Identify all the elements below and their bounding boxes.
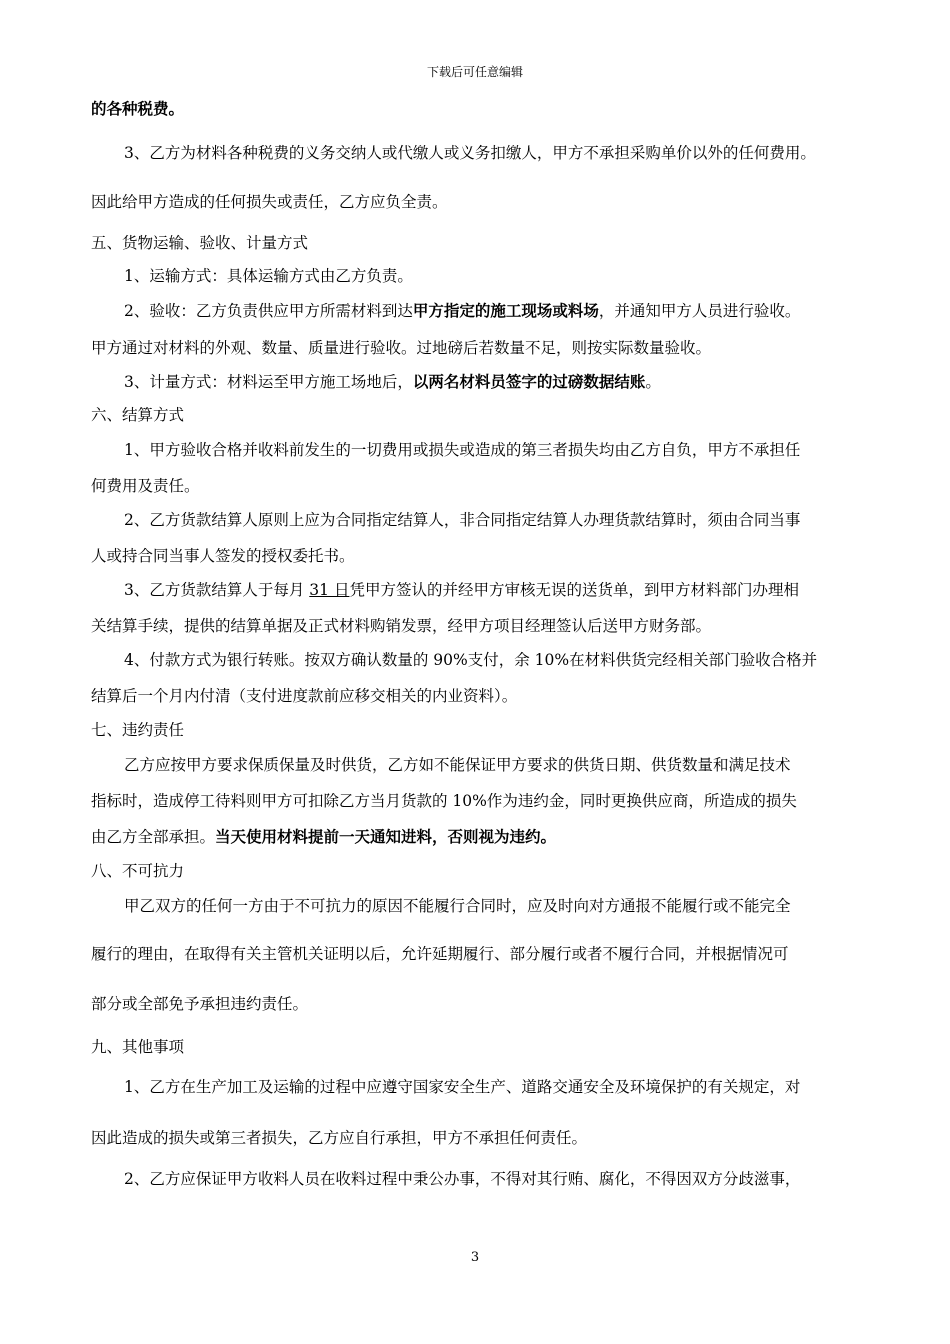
bold-text-run: 以两名材料员签字的过磅数据结账 [412, 372, 646, 391]
text-line: 4、付款方式为银行转账。按双方确认数量的 90%支付，余 10%在材料供货完经相关部门验收合格并 [124, 651, 818, 669]
text-run: ，并通知甲方人员进行验收。 [598, 302, 801, 320]
text-line: 何费用及责任。 [91, 477, 200, 495]
text-run: 3、乙方货款结算人于每月 [124, 581, 310, 599]
text-line: 结算后一个月内付清（支付进度款前应移交相关的内业资料）。 [91, 687, 518, 705]
text-line: 的各种税费。 [91, 99, 185, 118]
underlined-date: 31 日 [309, 581, 350, 599]
text-line: 3、乙方为材料各种税费的义务交纳人或代缴人或义务扣缴人，甲方不承担采购单价以外的任何费用。 [124, 144, 816, 162]
text-line: 甲乙双方的任何一方由于不可抗力的原因不能履行合同时，应及时向对方通报不能履行或不能完全 [124, 897, 791, 915]
text-line: 1、乙方在生产加工及运输的过程中应遵守国家安全生产、道路交通安全及环境保护的有关规定，对 [124, 1078, 801, 1096]
text-line: 1、运输方式：具体运输方式由乙方负责。 [124, 267, 413, 285]
text-line [124, 580, 799, 600]
text-line [124, 372, 661, 392]
section-heading: 六、结算方式 [91, 406, 185, 424]
text-line: 关结算手续，提供的结算单据及正式材料购销发票，经甲方项目经理签认后送甲方财务部。 [91, 617, 712, 635]
text-run: 。 [645, 373, 661, 391]
text-line: 甲方通过对材料的外观、数量、质量进行验收。过地磅后若数量不足，则按实际数量验收。 [91, 339, 712, 357]
bold-text-run: 当天使用材料提前一天通知进料，否则视为违约。 [215, 827, 557, 846]
text-line: 部分或全部免予承担违约责任。 [91, 995, 309, 1013]
text-line: 2、乙方应保证甲方收料人员在收料过程中秉公办事，不得对其行贿、腐化，不得因双方分歧滋事， [124, 1170, 801, 1188]
text-run: 由乙方全部承担。 [91, 828, 216, 846]
section-heading: 九、其他事项 [91, 1038, 185, 1056]
section-heading: 八、不可抗力 [91, 862, 185, 880]
text-line [124, 301, 800, 321]
bold-text-run: 甲方指定的施工现场或料场 [412, 301, 599, 320]
section-heading: 七、违约责任 [91, 721, 185, 739]
text-run: 3、计量方式：材料运至甲方施工场地后， [124, 373, 413, 391]
text-run: 凭甲方签认的并经甲方审核无误的送货单，到甲方材料部门办理相 [349, 581, 799, 599]
text-line: 乙方应按甲方要求保质保量及时供货，乙方如不能保证甲方要求的供货日期、供货数量和满足技术 [124, 756, 791, 774]
text-line: 人或持合同当事人签发的授权委托书。 [91, 547, 355, 565]
text-line: 2、乙方货款结算人原则上应为合同指定结算人，非合同指定结算人办理货款结算时，须由合同当事 [124, 511, 801, 529]
text-run: 2、验收：乙方负责供应甲方所需材料到达 [124, 302, 413, 320]
text-line [91, 827, 556, 847]
text-line: 因此给甲方造成的任何损失或责任，乙方应负全责。 [91, 193, 448, 211]
text-line: 指标时，造成停工待料则甲方可扣除乙方当月货款的 10%作为违约金，同时更换供应商，所造成的损失 [91, 792, 797, 810]
page-header: 下载后可任意编辑 [426, 65, 523, 79]
text-line: 1、甲方验收合格并收料前发生的一切费用或损失或造成的第三者损失均由乙方自负，甲方不承担任 [124, 441, 801, 459]
page-number: 3 [470, 1250, 480, 1265]
text-line: 因此造成的损失或第三者损失，乙方应自行承担，甲方不承担任何责任。 [91, 1129, 588, 1147]
section-heading: 五、货物运输、验收、计量方式 [91, 234, 309, 252]
text-line: 履行的理由，在取得有关主管机关证明以后，允许延期履行、部分履行或者不履行合同，并根据情况可 [91, 945, 789, 963]
